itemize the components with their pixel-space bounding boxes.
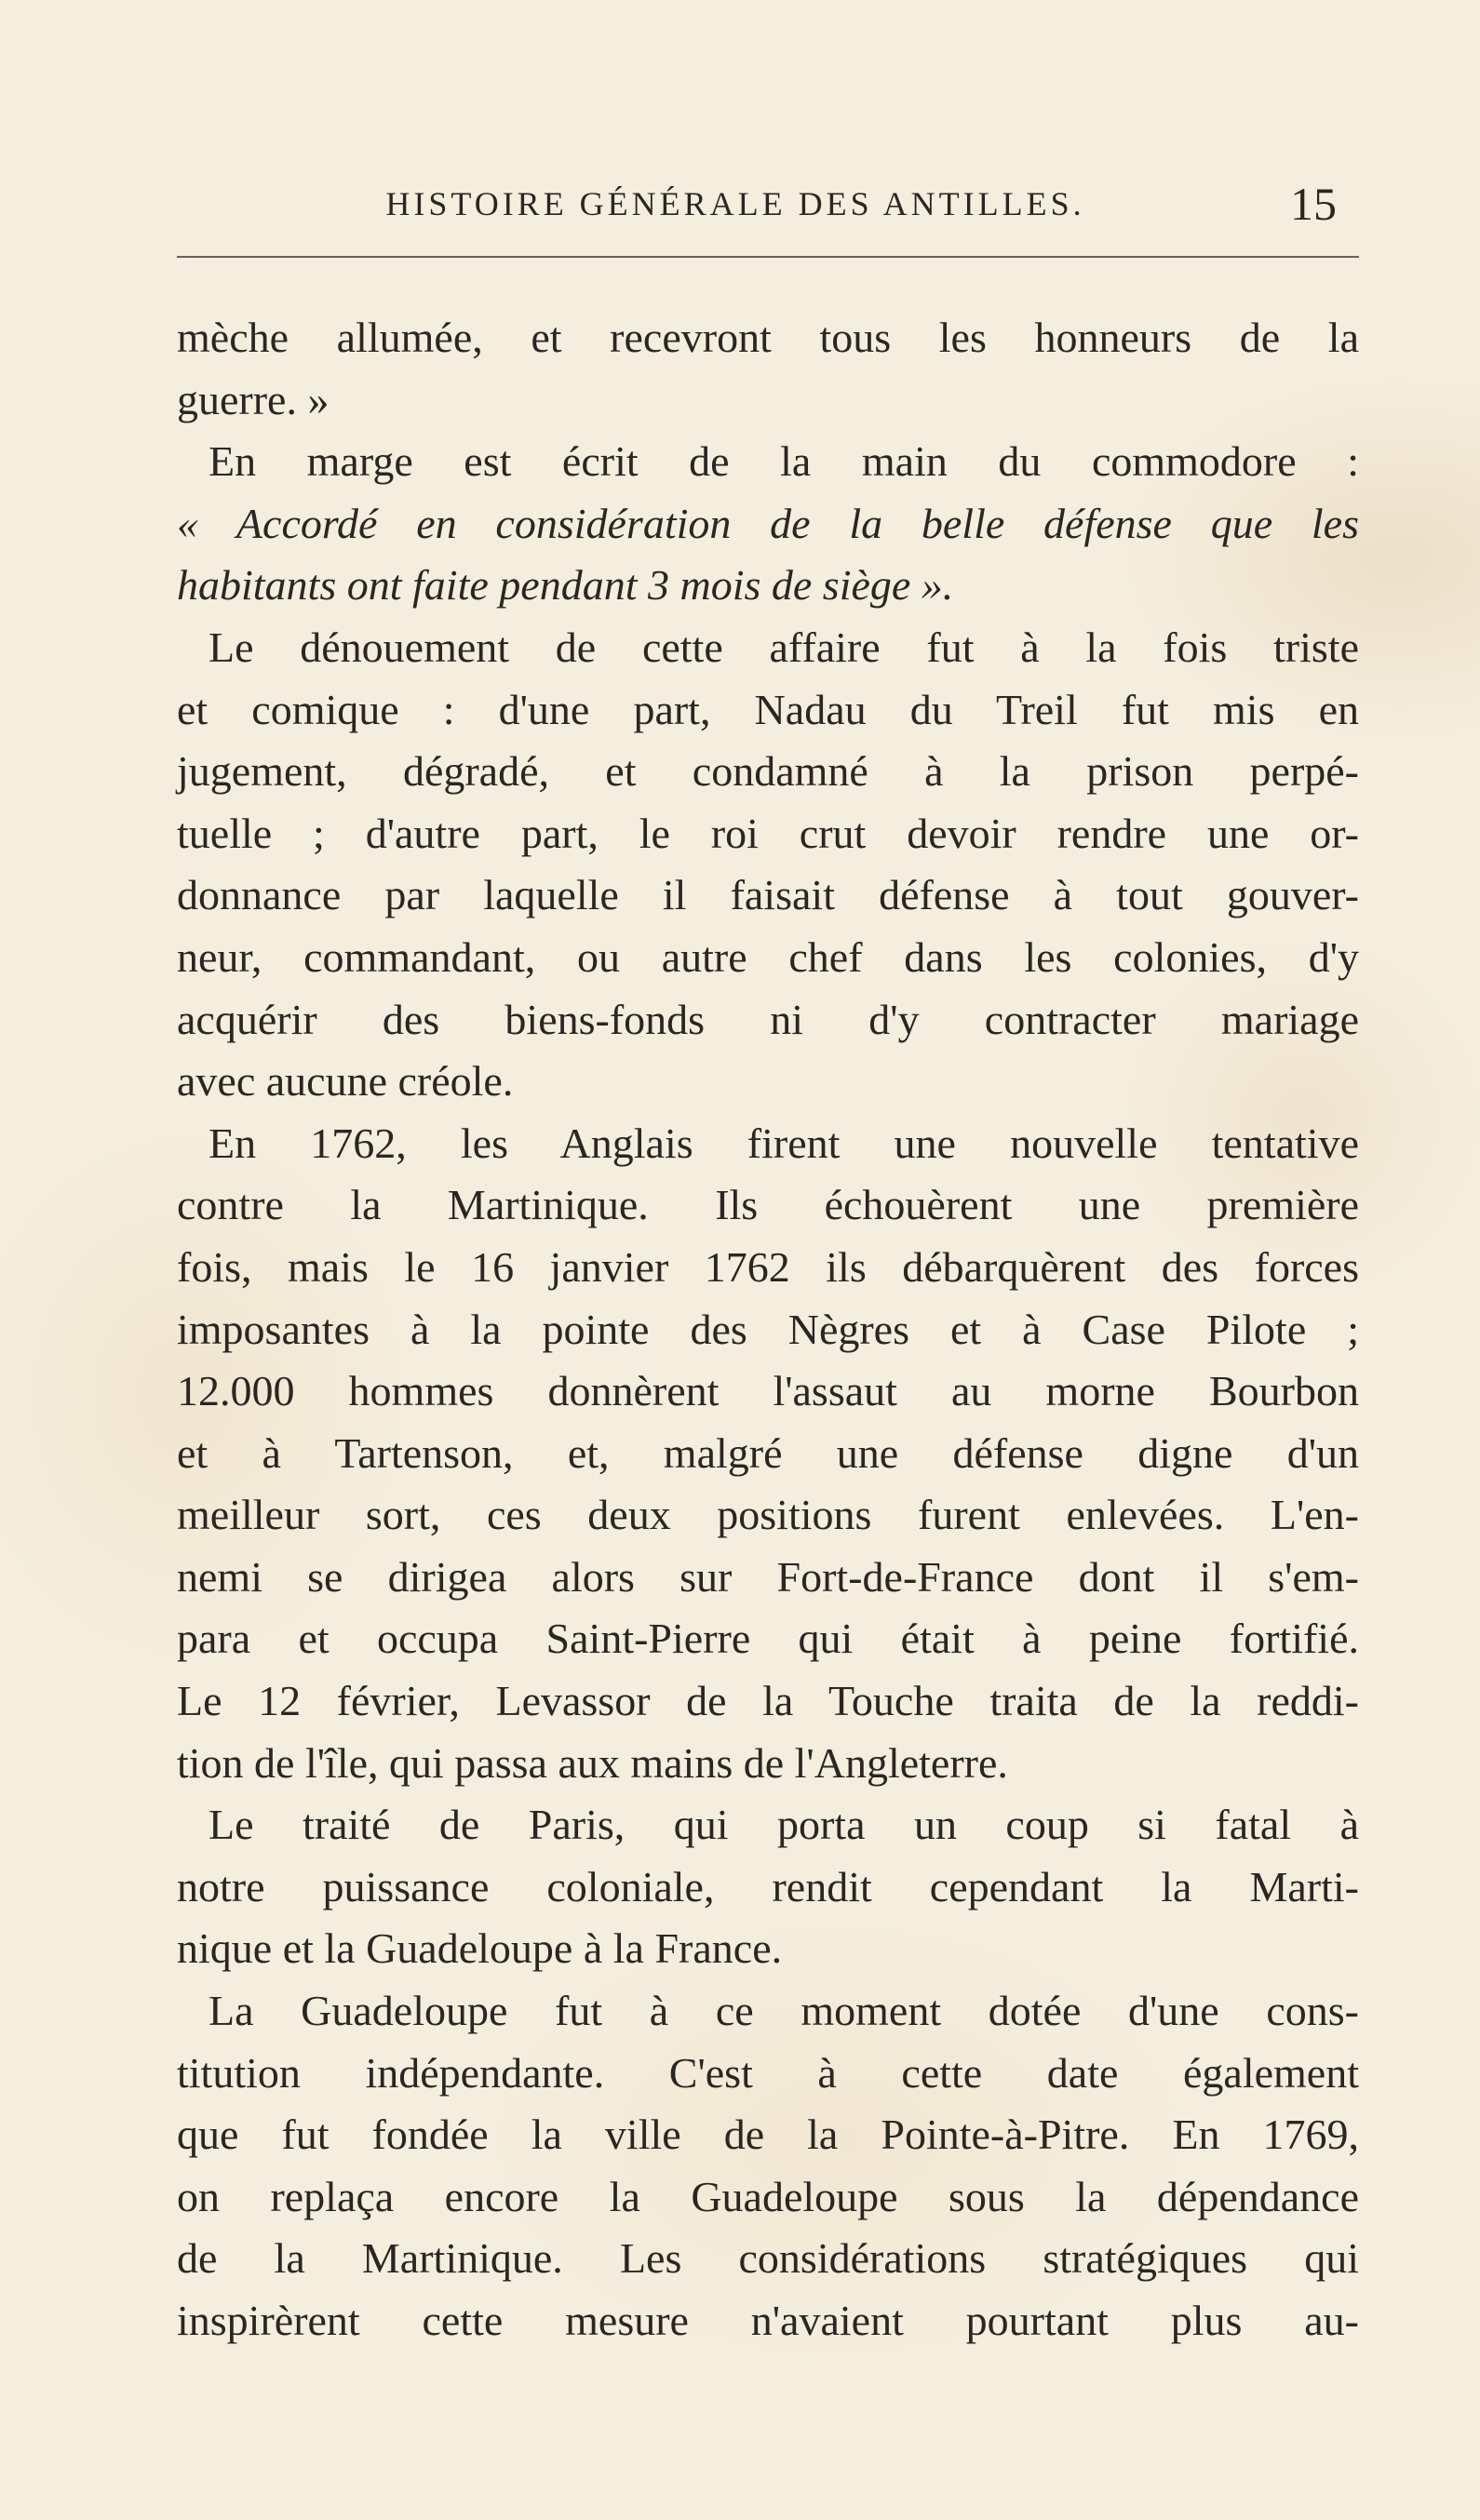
text-line: meilleur sort, ces deux positions furent enlevées. L'en- bbox=[177, 1491, 1359, 1539]
page-header bbox=[177, 175, 1359, 233]
text-line: tion de l'île, qui passa aux mains de l'Angleterre. bbox=[177, 1738, 1008, 1787]
text-line: contre la Martinique. Ils échouèrent une première bbox=[177, 1181, 1359, 1229]
text-line: La Guadeloupe fut à ce moment dotée d'une cons- bbox=[209, 1987, 1359, 2035]
text-line: Le traité de Paris, qui porta un coup si fatal à bbox=[209, 1801, 1359, 1849]
text-line: et à Tartenson, et, malgré une défense digne d'un bbox=[177, 1428, 1359, 1477]
text-line: de la Martinique. Les considérations stratégiques qui bbox=[177, 2234, 1359, 2283]
text-line: Le dénouement de cette affaire fut à la fois triste bbox=[209, 623, 1359, 671]
text-line: et comique : d'une part, Nadau du Treil fut mis en bbox=[177, 685, 1359, 733]
text-line: inspirèrent cette mesure n'avaient pourtant plus au- bbox=[177, 2297, 1359, 2344]
header-rule bbox=[177, 256, 1359, 258]
text-line: avec aucune créole. bbox=[177, 1057, 514, 1106]
text-line: titution indépendante. C'est à cette date également bbox=[177, 2048, 1359, 2097]
text-line: guerre. » bbox=[177, 375, 330, 423]
text-line: fois, mais le 16 janvier 1762 ils débarquèrent des forces bbox=[177, 1242, 1359, 1291]
text-line: neur, commandant, ou autre chef dans les colonies, d'y bbox=[177, 932, 1359, 981]
text-line: donnance par laquelle il faisait défense à tout gouver- bbox=[177, 871, 1359, 919]
text-line: jugement, dégradé, et condamné à la prison perpé- bbox=[177, 747, 1359, 796]
text-line: Le 12 février, Levassor de la Touche traita de la reddi- bbox=[177, 1677, 1359, 1725]
running-title: HISTOIRE GÉNÉRALE DES ANTILLES. bbox=[385, 185, 1085, 222]
page-number: 15 bbox=[1290, 178, 1337, 230]
text-line: notre puissance coloniale, rendit cependant la Marti- bbox=[177, 1862, 1359, 1910]
text-line: « Accordé en considération de la belle défense que les bbox=[177, 499, 1359, 547]
text-line: on replaça encore la Guadeloupe sous la dépendance bbox=[177, 2172, 1359, 2220]
text-line: En 1762, les Anglais firent une nouvelle tentative bbox=[209, 1119, 1359, 1167]
text-line: mèche allumée, et recevront tous les honneurs de la bbox=[177, 314, 1359, 361]
text-line: nique et la Guadeloupe à la France. bbox=[177, 1924, 783, 1973]
text-line: En marge est écrit de la main du commodore : bbox=[209, 437, 1359, 486]
page-body bbox=[177, 307, 1359, 2352]
text-line: nemi se dirigea alors sur Fort-de-France dont il s'em- bbox=[177, 1552, 1359, 1601]
text-line: para et occupa Saint-Pierre qui était à peine fortifié. bbox=[177, 1615, 1359, 1663]
text-line: que fut fondée la ville de la Pointe-à-Pitre. En 1769, bbox=[177, 2111, 1359, 2159]
text-line: tuelle ; d'autre part, le roi crut devoir rendre une or- bbox=[177, 809, 1359, 857]
text-line: imposantes à la pointe des Nègres et à Case Pilote ; bbox=[177, 1305, 1359, 1353]
text-line: habitants ont faite pendant 3 mois de siège ». bbox=[177, 561, 954, 610]
text-line: 12.000 hommes donnèrent l'assaut au morne Bourbon bbox=[177, 1367, 1359, 1415]
text-line: acquérir des biens-fonds ni d'y contracter mariage bbox=[177, 995, 1359, 1043]
